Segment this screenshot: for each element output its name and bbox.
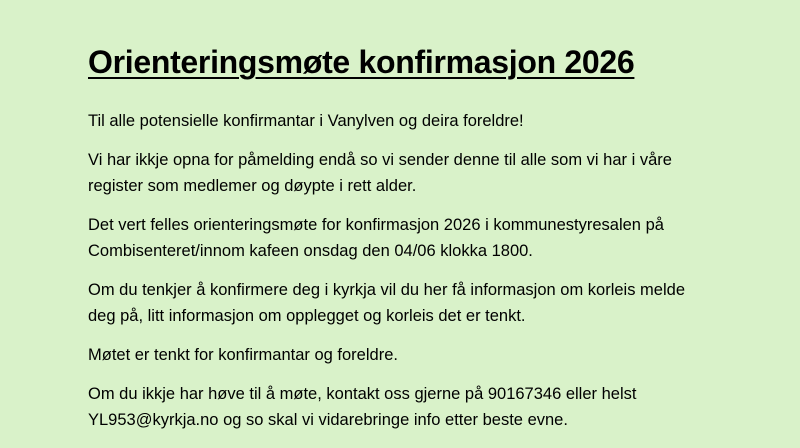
paragraph-audience: Møtet er tenkt for konfirmantar og foreldre.: [88, 346, 398, 364]
paragraph-registration: Vi har ikkje opna for påmelding endå so vi sender denne til alle som vi har i våre register som medlemer og døypte i rett alder.: [88, 151, 672, 195]
paragraph-contact: Om du ikkje har høve til å møte, kontakt oss gjerne på 90167346 eller helst YL953@kyrkja.no og so skal vi vidarebringe info etter beste evne.: [88, 385, 637, 429]
paragraph-greeting: Til alle potensielle konfirmantar i Vanylven og deira foreldre!: [88, 112, 524, 130]
paragraph-meeting-info: Det vert felles orienteringsmøte for konfirmasjon 2026 i kommunestyresalen på Combisenteret/innom kafeen onsdag den 04/06 klokka 1800.: [88, 216, 664, 260]
page-title: Orienteringsmøte konfirmasjon 2026: [88, 44, 635, 80]
paragraph-purpose: Om du tenkjer å konfirmere deg i kyrkja vil du her få informasjon om korleis melde deg på, litt informasjon om opplegget og korleis det er tenkt.: [88, 281, 685, 325]
